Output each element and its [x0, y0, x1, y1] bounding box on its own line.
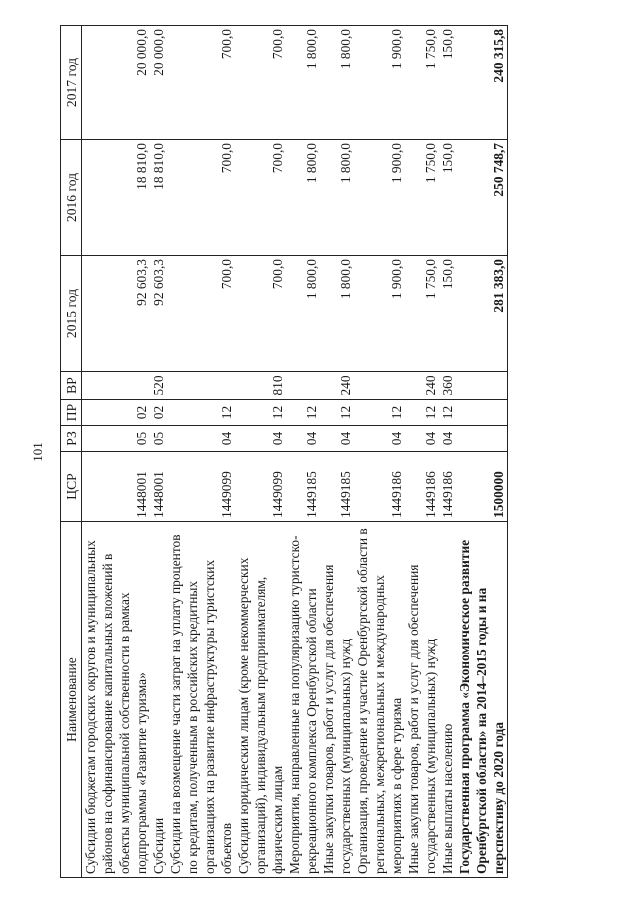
cell-name: Субсидии бюджетам городских округов и муниципальных районов на софинансирование капитальных вложений в объекты муниципальной собственности в рамках подпрограммы «Развитие туризма»	[82, 522, 151, 878]
cell-2016: 1 900,0	[354, 140, 405, 256]
table-body	[82, 26, 508, 878]
cell-csr: 1448001	[82, 452, 151, 522]
cell-2015: 1 900,0	[354, 256, 405, 372]
cell-pr: 12	[354, 400, 405, 426]
cell-2015: 1 750,0	[405, 256, 439, 372]
header-csr: ЦСР	[61, 452, 82, 522]
header-2015: 2015 год	[61, 256, 82, 372]
cell-2017: 150,0	[439, 26, 456, 140]
cell-vr	[456, 372, 508, 400]
cell-2016: 18 810,0	[82, 140, 151, 256]
cell-2017: 1 800,0	[320, 26, 354, 140]
cell-2016: 700,0	[235, 140, 286, 256]
table-row	[405, 26, 439, 878]
cell-2016: 150,0	[439, 140, 456, 256]
cell-2016: 1 750,0	[405, 140, 439, 256]
cell-vr: 360	[439, 372, 456, 400]
cell-2015: 92 603,3	[82, 256, 151, 372]
cell-name: Иные закупки товаров, работ и услуг для обеспечения государственных (муниципальных) нужд	[320, 522, 354, 878]
cell-2017: 700,0	[235, 26, 286, 140]
header-2017: 2017 год	[61, 26, 82, 140]
cell-pr: 12	[167, 400, 235, 426]
budget-table	[60, 25, 508, 878]
cell-2015: 1 800,0	[320, 256, 354, 372]
cell-name: Иные выплаты населению	[439, 522, 456, 878]
cell-2015: 1 800,0	[286, 256, 320, 372]
cell-vr: 240	[405, 372, 439, 400]
table-header	[61, 26, 82, 878]
cell-pr: 02	[150, 400, 167, 426]
cell-name: Организация, проведение и участие Оренбургской области в региональных, межрегиональных и международных мероприятиях в сфере туризма	[354, 522, 405, 878]
cell-pr: 12	[286, 400, 320, 426]
cell-rz: 04	[405, 426, 439, 452]
table-row	[150, 26, 167, 878]
cell-vr	[286, 372, 320, 400]
cell-2015: 92 603,3	[150, 256, 167, 372]
cell-2016: 1 800,0	[320, 140, 354, 256]
cell-csr: 1449185	[320, 452, 354, 522]
cell-2017: 20 000,0	[150, 26, 167, 140]
cell-csr: 1449099	[167, 452, 235, 522]
header-pr: ПР	[61, 400, 82, 426]
cell-csr: 1448001	[150, 452, 167, 522]
header-rz: РЗ	[61, 426, 82, 452]
budget-table-rotated	[60, 26, 587, 878]
cell-2017: 20 000,0	[82, 26, 151, 140]
cell-2017: 1 750,0	[405, 26, 439, 140]
header-vr: ВР	[61, 372, 82, 400]
cell-2016: 250 748,7	[456, 140, 508, 256]
cell-vr: 240	[320, 372, 354, 400]
cell-2017: 1 800,0	[286, 26, 320, 140]
cell-csr: 1449099	[235, 452, 286, 522]
cell-2016: 1 800,0	[286, 140, 320, 256]
cell-vr: 520	[150, 372, 167, 400]
table-row	[456, 26, 508, 878]
cell-vr	[354, 372, 405, 400]
table-row	[354, 26, 405, 878]
cell-name: Государственная программа «Экономическое развитие Оренбургской области» на 2014–2015 годы и на перспективу до 2020 года	[456, 522, 508, 878]
cell-name: Субсидии юридическим лицам (кроме некоммерческих организаций), индивидуальным предпринимателям, физическим лицам	[235, 522, 286, 878]
cell-pr: 02	[82, 400, 151, 426]
cell-pr	[456, 400, 508, 426]
cell-vr: 810	[235, 372, 286, 400]
cell-2015: 281 383,0	[456, 256, 508, 372]
table-row	[167, 26, 235, 878]
cell-rz: 04	[320, 426, 354, 452]
cell-rz: 04	[354, 426, 405, 452]
cell-csr: 1449185	[286, 452, 320, 522]
cell-rz: 04	[235, 426, 286, 452]
cell-vr	[167, 372, 235, 400]
table-row	[286, 26, 320, 878]
header-name: Наименование	[61, 522, 82, 878]
page-number: 101	[30, 442, 45, 462]
cell-pr: 12	[235, 400, 286, 426]
cell-rz: 05	[82, 426, 151, 452]
cell-2017: 240 315,8	[456, 26, 508, 140]
cell-pr: 12	[405, 400, 439, 426]
cell-name: Иные закупки товаров, работ и услуг для обеспечения государственных (муниципальных) нужд	[405, 522, 439, 878]
header-2016: 2016 год	[61, 140, 82, 256]
table-row	[235, 26, 286, 878]
cell-2015: 700,0	[235, 256, 286, 372]
cell-2015: 700,0	[167, 256, 235, 372]
cell-name: Субсидии	[150, 522, 167, 878]
cell-csr: 1449186	[405, 452, 439, 522]
cell-2015: 150,0	[439, 256, 456, 372]
table-row	[320, 26, 354, 878]
cell-vr	[82, 372, 151, 400]
cell-rz: 04	[439, 426, 456, 452]
cell-name: Мероприятия, направленные на популяризацию туристско-рекреационного комплекса Оренбургской области	[286, 522, 320, 878]
cell-rz: 04	[167, 426, 235, 452]
cell-2016: 700,0	[167, 140, 235, 256]
table-row	[82, 26, 151, 878]
cell-2016: 18 810,0	[150, 140, 167, 256]
table-row	[439, 26, 456, 878]
cell-rz	[456, 426, 508, 452]
cell-rz: 05	[150, 426, 167, 452]
cell-2017: 700,0	[167, 26, 235, 140]
cell-name: Субсидии на возмещение части затрат на уплату процентов по кредитам, полученным в российских кредитных организациях на развитие инфраструктуры туристских объектов	[167, 522, 235, 878]
cell-csr: 1500000	[456, 452, 508, 522]
cell-csr: 1449186	[439, 452, 456, 522]
cell-rz: 04	[286, 426, 320, 452]
cell-2017: 1 900,0	[354, 26, 405, 140]
cell-csr: 1449186	[354, 452, 405, 522]
cell-pr: 12	[320, 400, 354, 426]
cell-pr: 12	[439, 400, 456, 426]
